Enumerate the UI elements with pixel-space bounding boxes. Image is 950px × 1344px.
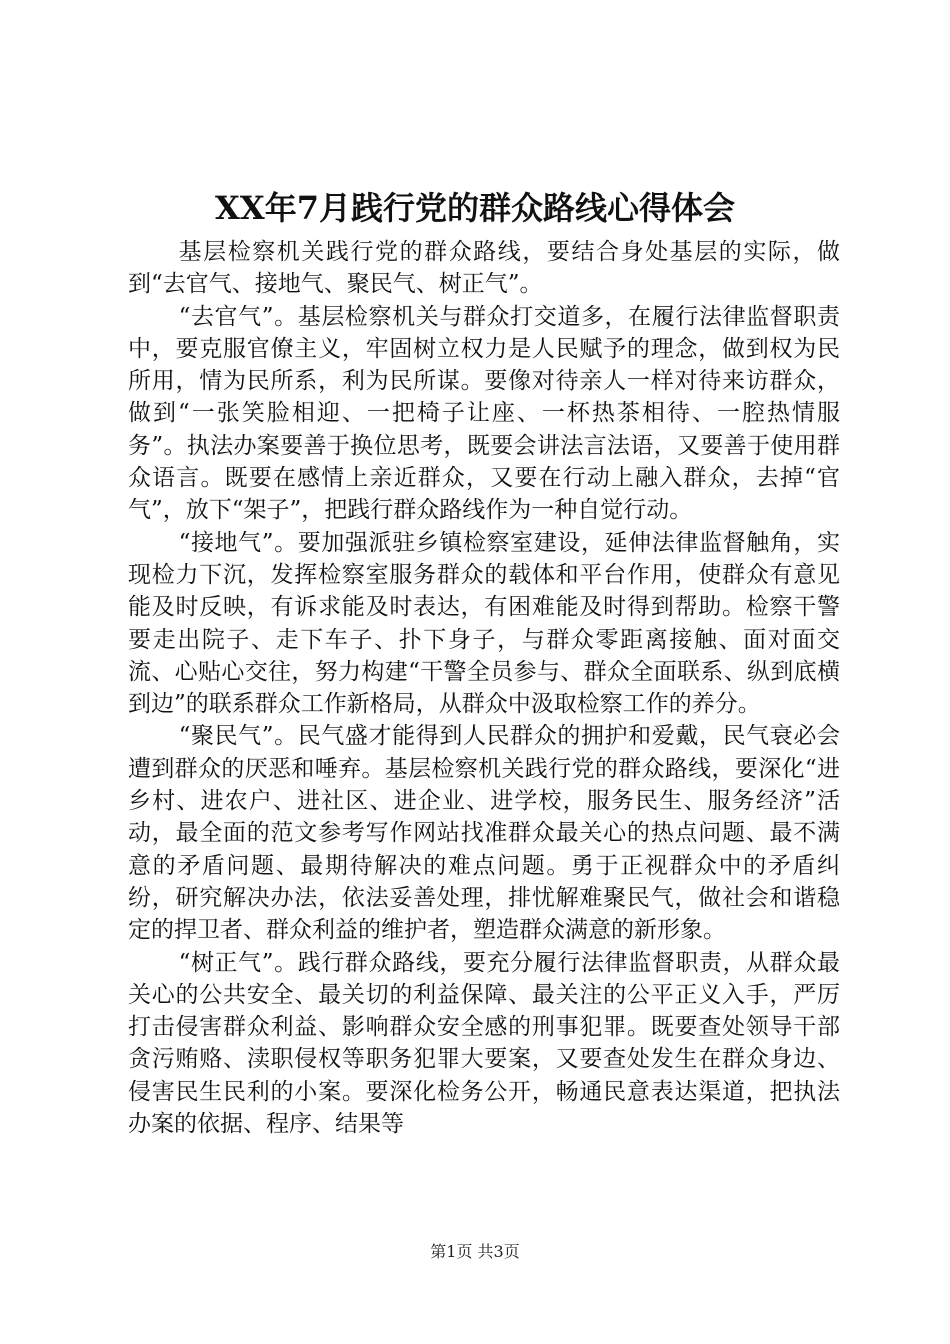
paragraph: “接地气”。要加强派驻乡镇检察室建设，延伸法律监督触角，实现检力下沉，发挥检察室服务群众的载体和平台作用，使群众有意见能及时反映，有诉求能及时表达，有困难能及时得到帮助。检察干警要走出院子、走下车子、扑下身子，与群众零距离接触、面对面交流、心贴心交往，努力构建“干警全员参与、群众全面联系、纵到底横到边”的联系群众工作新格局，从群众中汲取检察工作的养分。	[128, 529, 840, 718]
document-title: XX年7月践行党的群众路线心得体会	[215, 189, 735, 227]
document-body	[128, 236, 840, 1140]
page-number-footer: 第1页 共3页	[430, 1242, 520, 1261]
paragraph: “聚民气”。民气盛才能得到人民群众的拥护和爱戴，民气衰必会遭到群众的厌恶和唾弃。基层检察机关践行党的群众路线，要深化“进乡村、进农户、进社区、进企业、进学校，服务民生、服务经济”活动，最全面的范文参考写作网站找准群众最关心的热点问题、最不满意的矛盾问题、最期待解决的难点问题。勇于正视群众中的矛盾纠纷，研究解决办法，依法妥善处理，排忧解难聚民气，做社会和谐稳定的捍卫者、群众利益的维护者，塑造群众满意的新形象。	[128, 723, 840, 944]
paragraph: 基层检察机关践行党的群众路线，要结合身处基层的实际，做到“去官气、接地气、聚民气、树正气”。	[128, 239, 840, 298]
paragraph: “去官气”。基层检察机关与群众打交道多，在履行法律监督职责中，要克服官僚主义，牢固树立权力是人民赋予的理念，做到权为民所用，情为民所系，利为民所谋。要像对待亲人一样对待来访群众，做到“一张笑脸相迎、一把椅子让座、一杯热茶相待、一腔热情服务”。执法办案要善于换位思考，既要会讲法言法语，又要善于使用群众语言。既要在感情上亲近群众，又要在行动上融入群众，去掉“官气”，放下“架子”，把践行群众路线作为一种自觉行动。	[128, 303, 840, 524]
paragraph: “树正气”。践行群众路线，要充分履行法律监督职责，从群众最关心的公共安全、最关切的利益保障、最关注的公平正义入手，严厉打击侵害群众利益、影响群众安全感的刑事犯罪。既要查处领导干部贪污贿赂、渎职侵权等职务犯罪大要案，又要查处发生在群众身边、侵害民生民利的小案。要深化检务公开，畅通民意表达渠道，把执法办案的依据、程序、结果等	[128, 949, 840, 1138]
